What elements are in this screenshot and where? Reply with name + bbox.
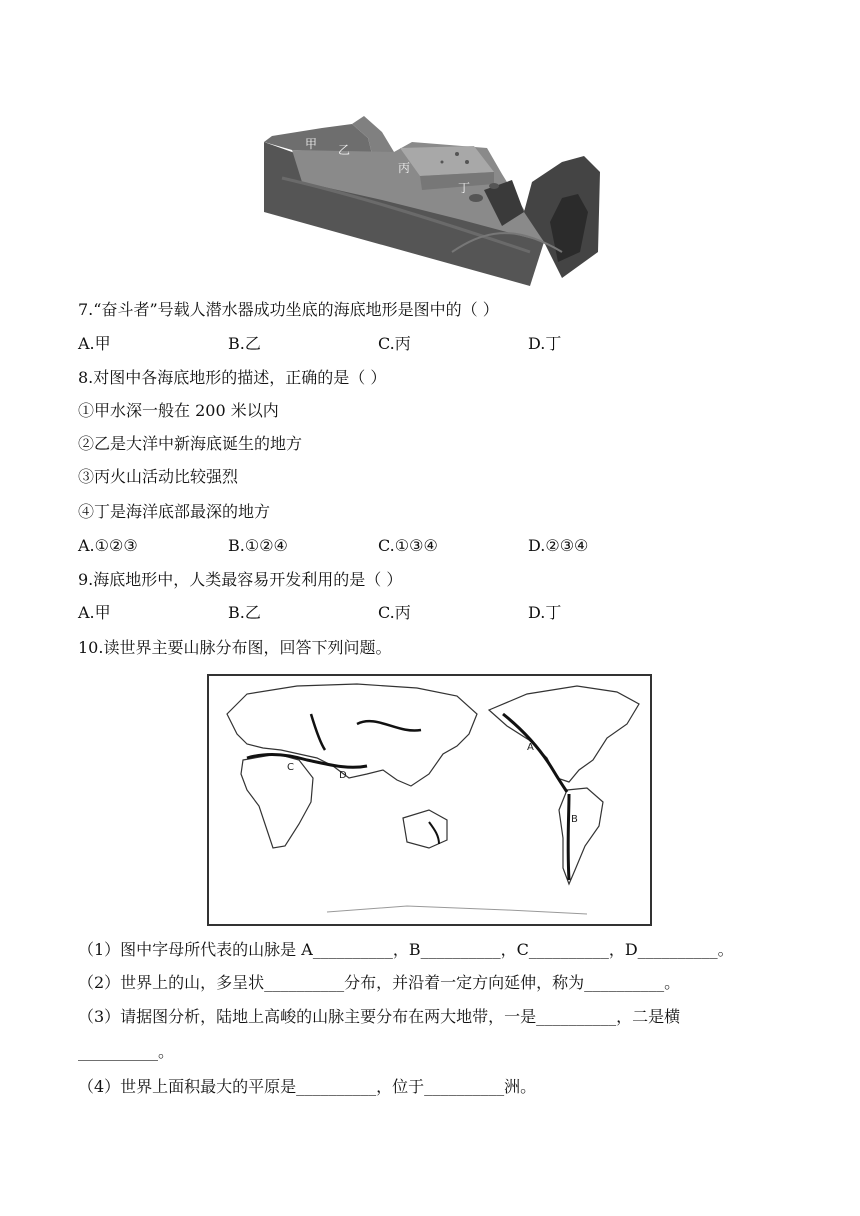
- label-yi: 乙: [338, 143, 351, 157]
- q9-option-d: D.丁: [528, 603, 562, 622]
- q8-option-c: C.①③④: [378, 536, 438, 555]
- q10-part-2: （2）世界上的山，多呈状__________分布，并沿着一定方向延伸，称为__________。: [78, 973, 681, 992]
- seamount: [469, 194, 483, 202]
- seamount: [489, 183, 499, 189]
- q7-option-b: B.乙: [228, 334, 261, 353]
- q7-option-a: A.甲: [78, 334, 111, 353]
- map-label-d: D: [339, 770, 347, 781]
- q10-part-3-continued: __________。: [78, 1042, 175, 1061]
- question-7-stem: 7.“奋斗者”号载人潜水器成功坐底的海底地形是图中的（ ）: [78, 300, 499, 319]
- question-9-stem: 9.海底地形中，人类最容易开发利用的是（ ）: [78, 570, 403, 589]
- q9-option-b: B.乙: [228, 603, 261, 622]
- world-mountains-map: [207, 674, 652, 926]
- seamount: [465, 160, 469, 164]
- question-10-stem: 10.读世界主要山脉分布图，回答下列问题。: [78, 638, 392, 657]
- q8-statement-2: ②乙是大洋中新海底诞生的地方: [78, 434, 303, 453]
- q8-option-d: D.②③④: [528, 536, 589, 555]
- q10-part-1: （1）图中字母所代表的山脉是 A__________，B__________，C__________，D__________。: [78, 940, 734, 959]
- map-label-b: B: [571, 814, 578, 825]
- q9-option-c: C.丙: [378, 603, 411, 622]
- seamount: [455, 152, 459, 156]
- q8-statement-3: ③丙火山活动比较强烈: [78, 467, 239, 486]
- q9-option-a: A.甲: [78, 603, 111, 622]
- q8-statement-1: ①甲水深一般在 200 米以内: [78, 401, 279, 420]
- q7-option-d: D.丁: [528, 334, 562, 353]
- q10-part-4: （4）世界上面积最大的平原是__________，位于__________洲。: [78, 1077, 537, 1096]
- q10-part-3: （3）请据图分析，陆地上高峻的山脉主要分布在两大地带，一是__________，二是横: [78, 1007, 681, 1026]
- map-label-c: C: [287, 762, 294, 773]
- q8-option-a: A.①②③: [78, 536, 138, 555]
- q8-option-b: B.①②④: [228, 536, 288, 555]
- q8-statement-4: ④丁是海洋底部最深的地方: [78, 502, 271, 521]
- label-bing: 丙: [398, 161, 411, 175]
- map-frame: [208, 675, 651, 925]
- andes-range: [568, 794, 569, 880]
- seamount: [441, 161, 444, 164]
- map-label-a: A: [527, 742, 534, 753]
- question-8-stem: 8.对图中各海底地形的描述，正确的是（ ）: [78, 368, 387, 387]
- q7-option-c: C.丙: [378, 334, 411, 353]
- label-ding: 丁: [458, 181, 471, 195]
- label-jia: 甲: [305, 137, 318, 151]
- seafloor-block-diagram: [262, 102, 604, 286]
